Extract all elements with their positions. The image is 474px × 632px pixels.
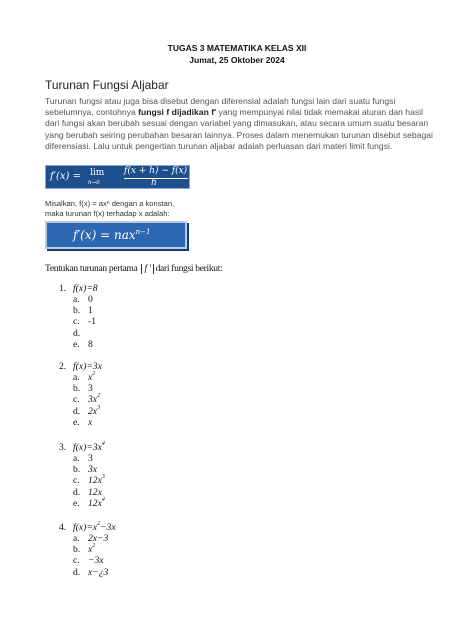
option-letter: b.: [73, 464, 81, 476]
power-rule-base: f′(x) = nax: [73, 228, 136, 242]
option-exponent: 3: [101, 474, 105, 481]
option-value: 12x: [88, 486, 102, 498]
option-exponent: 3: [97, 404, 101, 411]
question-number: 1.: [59, 283, 67, 294]
option-exponent: 2: [92, 543, 96, 550]
option-value: 3: [88, 383, 93, 395]
option-exponent: 2: [97, 393, 101, 400]
option-letter: e.: [73, 497, 80, 509]
document-date: Jumat, 25 Oktober 2024: [189, 55, 285, 65]
formula-numerator: f(x + h) − f(x): [124, 166, 188, 176]
option-letter: d.: [73, 486, 81, 498]
option-exponent: 2: [92, 371, 96, 377]
formula-lhs: f′(x) =: [50, 171, 81, 182]
option-value: 2x−3: [88, 533, 109, 544]
caption-line-1: Misalkan, f(x) = axⁿ dengan a konstan,: [45, 199, 175, 208]
option-value: 8: [88, 338, 93, 350]
option-value: x−¿3: [88, 566, 109, 578]
task-text-before: Tentukan turunan pertama: [45, 264, 138, 274]
intro-text-end: yang mempunyai nilai tidak memakai aturan dan hasil dari fungsi akan berubah sesuai dengan variabel yang dimasukan, atau secara umum suatu besaran yang berubah seiring perubahan besaran lainnya. Proses dalam menemukan turunan disebut sebagai diferensiasi. Lalu untuk pengertian turunan aljabar adalah perluasan dari materi limit fungsi.: [45, 107, 433, 151]
caption-line-2: maka turunan f(x) terhadap x adalah:: [45, 208, 170, 218]
option-letter: d.: [73, 566, 81, 578]
document-title: TUGAS 3 MATEMATIKA KELAS XII: [167, 43, 307, 53]
option-letter: c.: [73, 316, 80, 328]
section-title: Turunan Fungsi Aljabar: [45, 78, 169, 92]
option-letter: a.: [73, 372, 80, 383]
option-letter: c.: [73, 555, 80, 567]
option-letter: a.: [73, 294, 80, 305]
option-value: 1: [88, 305, 93, 317]
power-rule-formula: [45, 221, 187, 249]
option-value: -1: [88, 316, 96, 328]
option-value: $2x^3$: [88, 404, 101, 417]
power-rule-expression: [73, 228, 150, 242]
function-exponent: 2: [97, 521, 101, 527]
option-value: $3x^2$: [88, 393, 101, 406]
option-letter: e.: [73, 416, 80, 428]
option-value: 0: [88, 294, 93, 305]
question-number: 4.: [59, 522, 67, 533]
formula-lim: lim: [90, 168, 105, 178]
question-function: f(x)=8: [73, 283, 98, 294]
intro-bold-text: fungsi f dijadikan f': [138, 107, 217, 118]
question-number: 2.: [59, 361, 67, 372]
intro-text-start: Turunan fungsi atau juga bisa disebut dengan diferensial adalah fungsi lain dari suatu fungsi sebelumnya, contohnya: [45, 96, 396, 118]
task-text-after: dari fungsi berikut:: [155, 264, 223, 274]
question-function: $f(x)=3x^4$: [73, 441, 105, 453]
question-number: 3.: [59, 442, 67, 453]
power-rule-exponent: n−1: [135, 228, 151, 236]
option-letter: d.: [73, 405, 81, 417]
option-value: $x^2$: [88, 371, 96, 383]
question-function: f(x)=3x: [73, 361, 102, 372]
derivative-symbol: f ': [141, 264, 153, 274]
function-exponent: 4: [101, 441, 105, 447]
option-letter: a.: [73, 453, 80, 464]
option-letter: a.: [73, 533, 80, 544]
option-value: 3x: [88, 464, 98, 476]
option-exponent: 4: [101, 496, 105, 503]
limit-definition-formula: [45, 165, 190, 189]
formula-lim-subscript: h→0: [88, 180, 100, 186]
formula-denominator: h: [151, 178, 157, 188]
power-rule-caption: [45, 199, 205, 218]
task-instruction: [45, 264, 222, 274]
option-value: $x^2$: [88, 543, 96, 556]
intro-paragraph: [45, 96, 433, 152]
option-letter: e.: [73, 338, 80, 350]
option-letter: b.: [73, 305, 81, 317]
option-value: 3: [88, 453, 93, 464]
option-value: $12x^3$: [88, 474, 105, 487]
option-value: −3x: [88, 555, 104, 567]
option-letter: b.: [73, 383, 81, 395]
option-letter: b.: [73, 544, 81, 556]
option-letter: d.: [73, 327, 81, 339]
question-function: $f(x)=x^2-3x$: [73, 521, 116, 533]
option-letter: c.: [73, 475, 80, 487]
option-letter: c.: [73, 394, 80, 406]
option-value: x: [88, 416, 93, 428]
option-value: $12x^4$: [88, 496, 105, 509]
